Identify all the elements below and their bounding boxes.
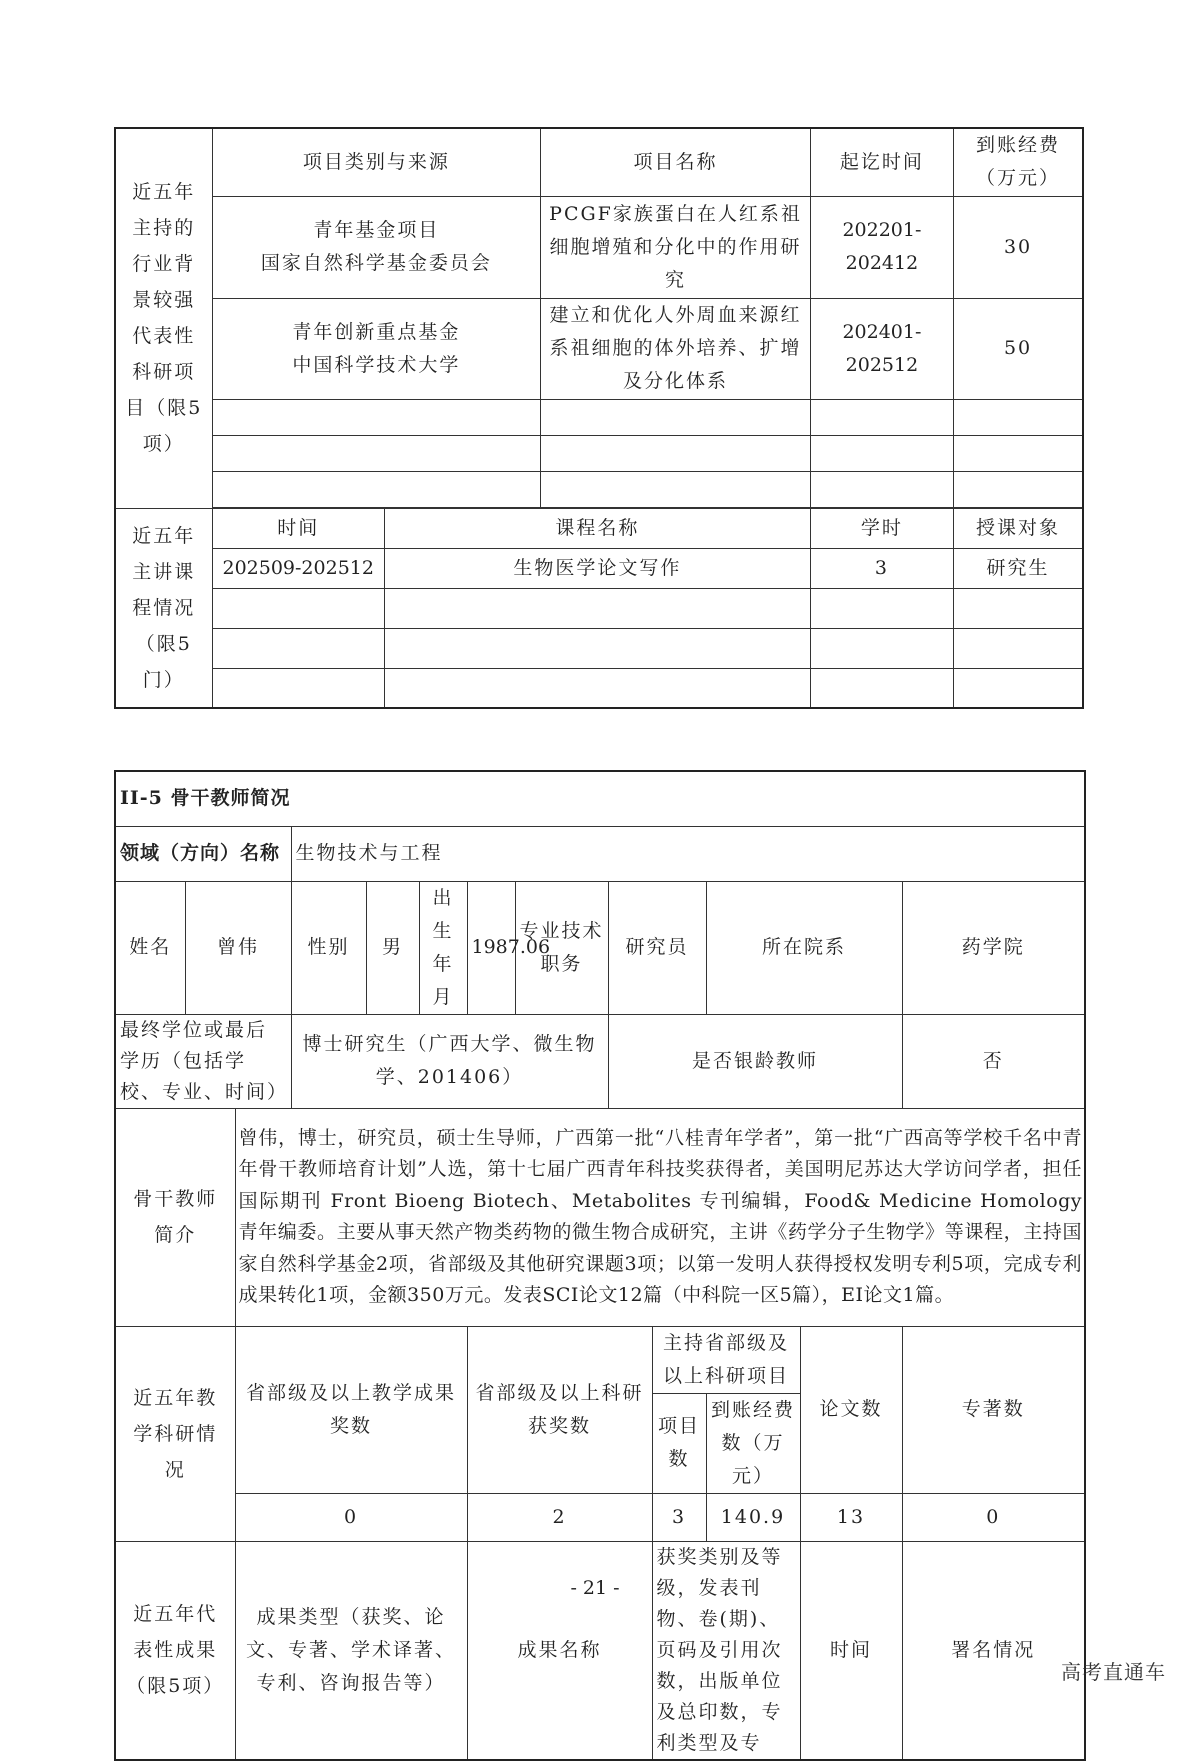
title-label: 专业技术职务 [515, 881, 608, 1014]
project-funding-value: 140.9 [706, 1493, 800, 1541]
achievement-name-label: 成果名称 [467, 1541, 652, 1760]
watermark: 高考直通车 [1061, 1660, 1166, 1684]
books-value: 0 [902, 1493, 1085, 1541]
research-period: 202401-202512 [810, 298, 953, 399]
research-row [115, 196, 1083, 298]
birth-value: 1987.06 [467, 881, 515, 1014]
research-header-funding: 到账经费（万元） [954, 128, 1083, 196]
papers-label: 论文数 [800, 1326, 902, 1493]
course-audience: 研究生 [954, 548, 1083, 588]
books-label: 专著数 [902, 1326, 1085, 1493]
course-header-hours: 学时 [810, 508, 953, 548]
dept-label: 所在院系 [706, 881, 902, 1014]
research-name: PCGF家族蛋白在人红系祖细胞增殖和分化中的作用研究 [541, 196, 810, 298]
course-row-empty [115, 588, 1083, 628]
name-value: 曾伟 [185, 881, 291, 1014]
research-row-empty [115, 399, 1083, 435]
projects-label: 主持省部级及以上科研项目 [652, 1326, 800, 1393]
gender-label: 性别 [291, 881, 366, 1014]
course-header-audience: 授课对象 [954, 508, 1083, 548]
silver-label: 是否银龄教师 [608, 1014, 902, 1108]
achievement-sign-label: 署名情况 [902, 1541, 1085, 1760]
field-value: 生物技术与工程 [291, 826, 1085, 881]
dept-value: 药学院 [902, 881, 1085, 1014]
research-funding: 50 [954, 298, 1083, 399]
degree-value: 博士研究生（广西大学、微生物学、201406） [291, 1014, 608, 1108]
research-period: 202201-202412 [810, 196, 953, 298]
research-source: 中国科学技术大学 [292, 353, 461, 376]
research-type: 青年基金项目 [313, 219, 440, 241]
research-side-label: 近五年主持的行业背景较强代表性科研项目（限5项） [115, 128, 212, 508]
project-count-value: 3 [652, 1493, 706, 1541]
degree-label: 最终学位或最后学历（包括学校、专业、时间） [115, 1014, 291, 1108]
research-award-value: 2 [467, 1493, 652, 1541]
achievement-detail-label: 获奖类别及等级，发表刊物、卷(期)、页码及引用次数，出版单位及总印数，专利类型及专 [652, 1541, 800, 1760]
course-header-name: 课程名称 [384, 508, 810, 548]
project-count-label: 项目数 [652, 1393, 706, 1493]
section-title: II-5 骨干教师简况 [115, 771, 1085, 826]
name-label: 姓名 [115, 881, 185, 1014]
course-name: 生物医学论文写作 [384, 548, 810, 588]
course-side-label: 近五年主讲课程情况（限5门） [115, 508, 212, 708]
stats-label: 近五年教学科研情况 [115, 1326, 235, 1541]
achievement-time-label: 时间 [800, 1541, 902, 1760]
teacher-profile-table [114, 770, 1086, 1761]
course-hours: 3 [810, 548, 953, 588]
course-row-empty [115, 628, 1083, 668]
project-funding-label: 到账经费数（万元） [706, 1393, 800, 1493]
title-value: 研究员 [608, 881, 706, 1014]
research-award-label: 省部级及以上科研获奖数 [467, 1326, 652, 1493]
research-header-name: 项目名称 [541, 128, 810, 196]
field-label: 领域（方向）名称 [115, 826, 291, 881]
course-row-empty [115, 668, 1083, 708]
achievements-label: 近五年代表性成果（限5项） [115, 1541, 235, 1760]
research-type: 青年创新重点基金 [292, 320, 461, 343]
intro-text: 曾伟，博士，研究员，硕士生导师，广西第一批“八桂青年学者”，第一批“广西高等学校千名中青年骨干教师培育计划”人选，第十七届广西青年科技奖获得者，美国明尼苏达大学访问学者，担任国际期刊 Front Bioeng Biotech、Metabolites 专刊编辑，Food& Medicine Homology 青年编委。主要从事天然产物类药物的微生物合成研究，主讲《药学分子生物学》等课程，主持国家自然科学基金2项，省部级及其他研究课题3项；以第一发明人获得授权发明专利5项，完成专利成果转化1项，金额350万元。发表SCI论文12篇（中科院一区5篇），EI论文1篇。 [235, 1108, 1085, 1326]
research-source: 国家自然科学基金委员会 [260, 252, 492, 274]
course-row [115, 548, 1083, 588]
silver-value: 否 [902, 1014, 1085, 1108]
research-row-empty [115, 435, 1083, 471]
teaching-award-label: 省部级及以上教学成果奖数 [235, 1326, 467, 1493]
gender-value: 男 [366, 881, 419, 1014]
research-type-cell [212, 196, 541, 298]
papers-value: 13 [800, 1493, 902, 1541]
course-header-time: 时间 [212, 508, 384, 548]
course-time: 202509-202512 [212, 548, 384, 588]
research-funding: 30 [954, 196, 1083, 298]
teaching-award-value: 0 [235, 1493, 467, 1541]
research-header-type: 项目类别与来源 [212, 128, 541, 196]
birth-label: 出生年月 [419, 881, 467, 1014]
research-course-table [114, 127, 1084, 709]
research-name: 建立和优化人外周血来源红系祖细胞的体外培养、扩增及分化体系 [541, 298, 810, 399]
research-header-period: 起讫时间 [810, 128, 953, 196]
achievement-type-label: 成果类型（获奖、论文、专著、学术译著、专利、咨询报告等） [235, 1541, 467, 1760]
research-row [115, 298, 1083, 399]
page-number: - 21 - [570, 1577, 620, 1599]
intro-label: 骨干教师简介 [115, 1108, 235, 1326]
research-row-empty [115, 471, 1083, 507]
research-type-cell [212, 298, 541, 399]
